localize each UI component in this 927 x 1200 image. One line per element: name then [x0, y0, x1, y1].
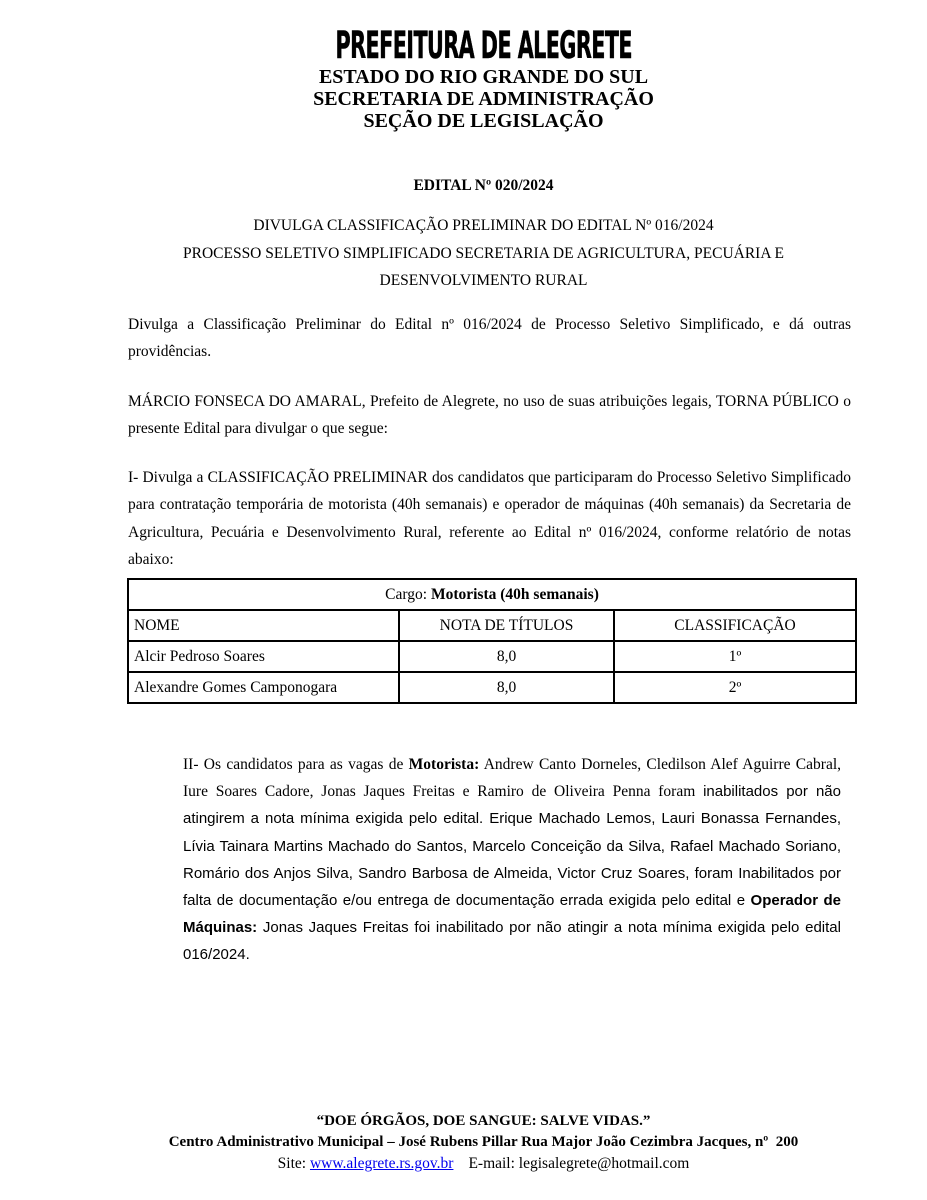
column-header-nome: NOME: [128, 610, 399, 641]
org-state: ESTADO DO RIO GRANDE DO SUL: [318, 66, 649, 88]
item2-motorista-label: Motorista:: [408, 756, 480, 773]
site-label: Site:: [277, 1155, 310, 1172]
item2-intro: II- Os candidatos para as vagas de: [183, 756, 409, 773]
column-header-nota: NOTA DE TÍTULOS: [399, 610, 614, 641]
org-department: SECRETARIA DE ADMINISTRAÇÃO: [313, 88, 654, 110]
paragraph-summary: Divulga a Classificação Preliminar do Edital nº 016/2024 de Processo Seletivo Simplificado, e dá outras providências.: [128, 316, 851, 361]
letterhead: [20, 23, 927, 132]
subject-line: DESENVOLVIMENTO RURAL: [379, 272, 588, 289]
item2-names: Andrew Canto Dorneles, Cledilson Alef Aguirre Cabral, Iure Soares Cadore, Jonas Jaques Freitas e Ramiro de Oliveira Penna foram: [183, 756, 841, 801]
site-link[interactable]: www.alegrete.rs.gov.br: [309, 1155, 454, 1172]
cell-nome: Alexandre Gomes Camponogara: [128, 672, 399, 703]
paragraph-item-2: [183, 751, 841, 969]
subject-line: PROCESSO SELETIVO SIMPLIFICADO SECRETARIA DE AGRICULTURA, PECUÁRIA E: [182, 244, 785, 262]
table-caption-cell: [128, 579, 856, 610]
org-section: SEÇÃO DE LEGISLAÇÃO: [363, 110, 604, 132]
footer-address: Centro Administrativo Municipal – José Rubens Pillar Rua Major João Cezimbra Jacques, nº 200: [168, 1134, 799, 1150]
cell-classificacao: 2º: [614, 672, 856, 703]
item2-sans-text-2: Jonas Jaques Freitas foi inabilitado por não atingir a nota mínima exigida pelo edital 016/2024.: [183, 919, 841, 964]
table-row: [128, 641, 856, 672]
column-header-classificacao: CLASSIFICAÇÃO: [614, 610, 856, 641]
cell-nota: 8,0: [399, 672, 614, 703]
cargo-label: Cargo:: [385, 585, 431, 603]
table-header-row: [128, 610, 856, 641]
email-text: E-mail: legisalegrete@hotmail.com: [468, 1155, 690, 1172]
classification-table: [127, 578, 857, 704]
item2-operador-label: Operador de Máquinas:: [183, 892, 842, 937]
paragraph-preamble: MÁRCIO FONSECA DO AMARAL, Prefeito de Alegrete, no uso de suas atribuições legais, TORNA PÚBLICO o presente Edital para divulgar o que segue:: [128, 393, 851, 438]
cell-nota: 8,0: [399, 641, 614, 672]
edital-number-title: EDITAL Nº 020/2024: [413, 177, 554, 194]
item2-sans-text-1: inabilitados por não atingirem a nota mínima exigida pelo edital. Erique Machado Lemos, Lauri Bonassa Fernandes, Lívia Tainara Martins Machado do Santos, Marcelo Conceição da Silva, Rafael Machado Soriano, Romário dos Anjos Silva, Sandro Barbosa de Almeida, Victor Cruz Soares, foram Inabilitados por falta de documentação e/ou entrega de documentação errada exigida pelo edital e: [183, 783, 841, 910]
table-caption-row: [128, 579, 856, 610]
cell-classificacao: 1º: [614, 641, 856, 672]
cell-nome: Alcir Pedroso Soares: [128, 641, 399, 672]
footer-contact-line: [20, 1153, 927, 1174]
table-row: [128, 672, 856, 703]
org-title-row: [20, 23, 927, 68]
subject-line: DIVULGA CLASSIFICAÇÃO PRELIMINAR DO EDITAL Nº 016/2024: [253, 217, 714, 234]
footer-slogan: “DOE ÓRGÃOS, DOE SANGUE: SALVE VIDAS.”: [316, 1113, 651, 1129]
cargo-value: Motorista (40h semanais): [430, 585, 599, 603]
org-name: PREFEITURA DE ALEGRETE: [335, 23, 632, 68]
edital-subject: [20, 212, 927, 295]
paragraph-item-1: I- Divulga a CLASSIFICAÇÃO PRELIMINAR dos candidatos que participaram do Processo Seletivo Simplificado para contratação temporária de motorista (40h semanais) e operador de máquinas (40h semanais) da Secretaria de Agricultura, Pecuária e Desenvolvimento Rural, referente ao Edital nº 016/2024, conforme relatório de notas abaixo:: [128, 469, 851, 568]
page-footer: [20, 1111, 927, 1174]
